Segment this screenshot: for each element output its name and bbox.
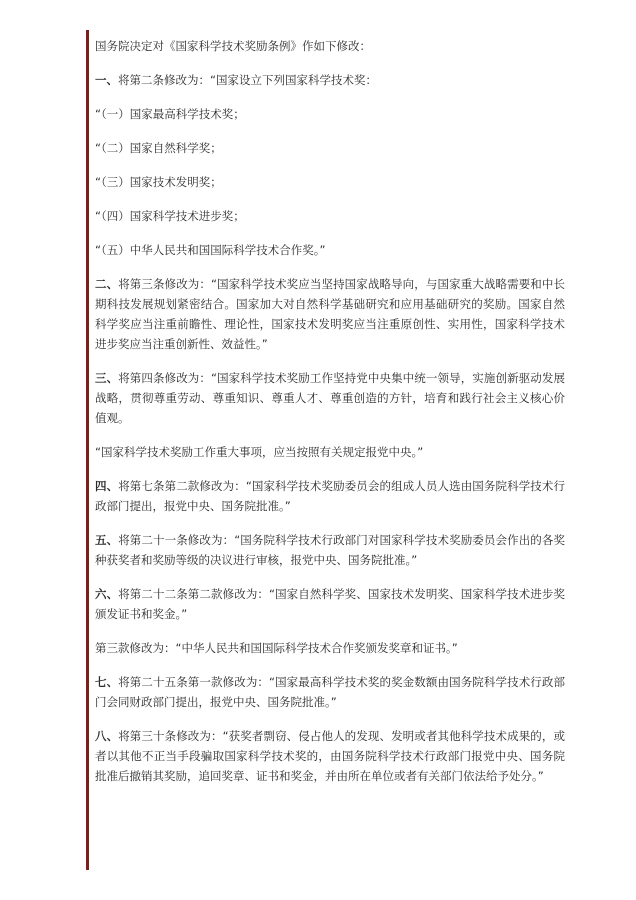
paragraph-1: 一、将第二条修改为：“国家设立下列国家科学技术奖： [95,73,377,87]
paragraph-3: 三、将第四条修改为：“国家科学技术奖励工作坚持党中央集中统一领导，实施创新驱动发展战略，贯彻尊重劳动、尊重知识、尊重人才、尊重创造的方针，培育和践行社会主义核心价值观。 [95,371,566,425]
paragraph-7: 七、将第二十五条第一款修改为：“国家最高科学技术奖的奖金数额由国务院科学技术行政部门会同财政部门提出，报党中央、国务院批准。” [95,675,566,709]
paragraph-6-sub: 第三款修改为：“中华人民共和国国际科学技术合作奖颁发奖章和证书。” [95,641,458,655]
paragraph-6: 六、将第二十二条第二款修改为：“国家自然科学奖、国家技术发明奖、国家科学技术进步奖颁发证书和奖金。” [95,587,566,621]
intro-paragraph: 国务院决定对《国家科学技术奖励条例》作如下修改： [95,39,371,53]
paragraph-4: 四、将第七条第二款修改为：“国家科学技术奖励委员会的组成人员人选由国务院科学技术行政部门提出，报党中央、国务院批准。” [95,479,566,513]
paragraph-1-sub-1: “（一）国家最高科学技术奖； [95,107,245,121]
paragraph-8: 八、将第三十条修改为：“获奖者剽窃、侵占他人的发现、发明或者其他科学技术成果的，或者以其他不正当手段骗取国家科学技术奖的，由国务院科学技术行政部门报党中央、国务院批准后撤销其奖励，追回奖章、证书和奖金，并由所在单位或者有关部门依法给予处分。” [95,729,566,783]
paragraph-3-sub: “国家科学技术奖励工作重大事项，应当按照有关规定报党中央。” [95,445,424,459]
document-body [95,36,565,800]
paragraph-2: 二、将第三条修改为：“国家科学技术奖应当坚持国家战略导向，与国家重大战略需要和中长期科技发展规划紧密结合。国家加大对自然科学基础研究和应用基础研究的奖励。国家自然科学奖应当注重前瞻性、理论性，国家技术发明奖应当注重原创性、实用性，国家科学技术进步奖应当注重创新性、效益性。” [95,277,566,351]
paragraph-1-sub-3: “（三）国家技术发明奖； [95,175,222,189]
left-margin-rule [86,30,89,870]
paragraph-5: 五、将第二十一条修改为：“国务院科学技术行政部门对国家科学技术奖励委员会作出的各奖种获奖者和奖励等级的决议进行审核，报党中央、国务院批准。” [95,533,566,567]
paragraph-1-sub-2: “（二）国家自然科学奖； [95,141,222,155]
paragraph-1-sub-4: “（四）国家科学技术进步奖； [95,209,245,223]
paragraph-1-sub-5: “（五）中华人民共和国国际科学技术合作奖。” [95,243,326,257]
